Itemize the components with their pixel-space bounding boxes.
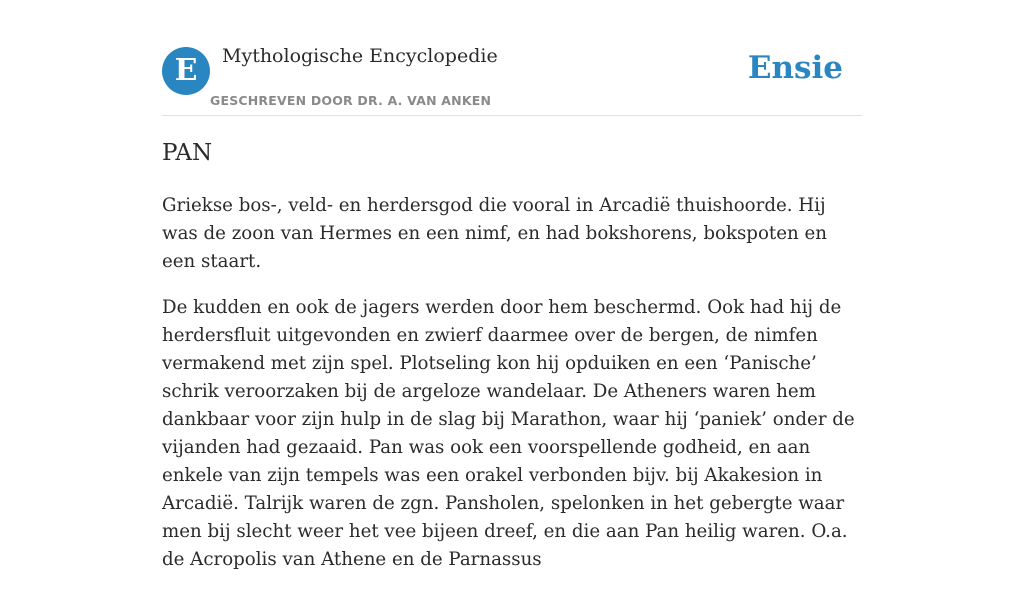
- article-paragraph: Griekse bos-, veld- en herdersgod die vooral in Arcadië thuishoorde. Hij was de zoon van Hermes en een nimf, en had bokshorens, bokspoten en een staart.: [162, 195, 827, 272]
- article-headword: PAN: [162, 140, 213, 166]
- encyclopedia-logo[interactable]: E: [162, 47, 210, 95]
- author-byline: GESCHREVEN DOOR DR. A. VAN ANKEN: [210, 93, 492, 108]
- header-divider: [162, 115, 862, 116]
- article-paragraph: De kudden en ook de jagers werden door hem beschermd. Ook had hij de herdersfluit uitgevonden en zwierf daarmee over de bergen, de nimfen vermakend met zijn spel. Plotseling kon hij opduiken en een ‘Panische’ schrik veroorzaken bij de argeloze wandelaar. De Atheners waren hem dankbaar voor zijn hulp in de slag bij Marathon, waar hij ‘paniek’ onder de vijanden had gezaaid. Pan was ook een voorspellende godheid, en aan enkele van zijn tempels was een orakel verbonden bijv. bij Akakesion in Arcadië. Talrijk waren de zgn. Pansholen, spelonken in het gebergte waar men bij slecht weer het vee bijeen dreef, en die aan Pan heilig waren. O.a. de Acropolis van Athene en de Parnassus: [162, 297, 855, 570]
- encyclopedia-title[interactable]: Mythologische Encyclopedie: [222, 45, 498, 67]
- brand-logo[interactable]: Ensie: [747, 50, 843, 86]
- article-body: [162, 192, 862, 592]
